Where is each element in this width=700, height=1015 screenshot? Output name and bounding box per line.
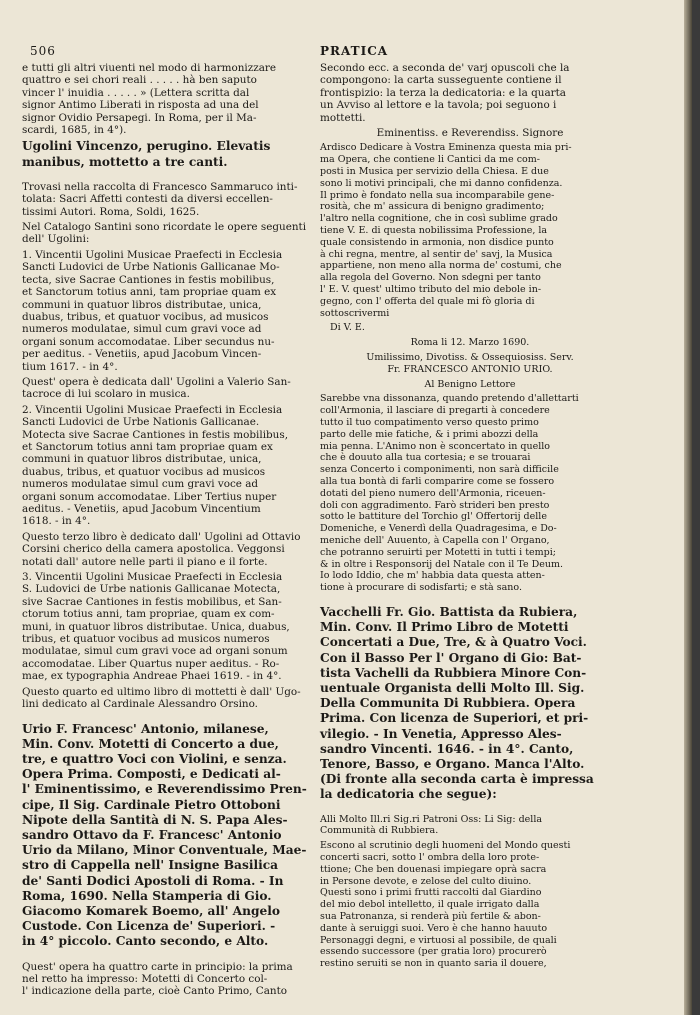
text-block: 2. Vincentii Ugolini Musicae Praefecti in Ecclesia Sancti Ludovici de Urbe Nationis Gallicanae. Motecta sive Sacrae Cantiones in festis mobilibus, et Sanctorum totius anni tam propriae quam ex communi in quatuor libros distributae, unica, duabus, tribus, et quatuor vocibus ad musicos numeros modulatae simul cum gravi voce ad organi sonum accomodatae. Liber Tertius nuper aeditus. - Venetiis, apud Jacobum Vincentium 1618. - in 4°.: [22, 403, 288, 528]
text-block: Quest' opera è dedicata dall' Ugolini a Valerio San- tacroce di lui scolaro in musica.: [22, 375, 291, 401]
text-block: Sarebbe vna dissonanza, quando pretendo d'allettarti coll'Armonia, il lasciare di pregarti à concedere tutto il tuo compatimento verso questo primo parto delle mie fatiche, & i primi abozzi della mia penna. L'Animo non è sconcertato in quello che è douuto alla tua cortesia; e se trouarai senza Concerto i componimenti, non sarà difficile alla tua bontà di farli comparire come se fossero dotati del pieno numero dell'Armonia, riceuen- doli con aggradimento. Farò strideri ben presto sotto le battiture del Torchio gl' Offertorij delle Domeniche, e Venerdì della Quadragesima, e Do- meniche dell' Auuento, à Capella con l' Organo, che potranno seruirti per Motetti in tutti i tempi; & in oltre i Responsorij del Natale con il Te Deum. Io lodo Iddio, che m' habbia data questa atten- tione à procurare di sodisfarti; e stà sano.: [320, 393, 579, 594]
text-block: Questo quarto ed ultimo libro di mottetti è dall' Ugo- lini dedicato al Cardinale Alessandro Orsino.: [22, 685, 301, 711]
left-column: [22, 62, 318, 1001]
running-title: PRATICA: [320, 44, 389, 58]
entry-heading: Ugolini Vincenzo, perugino. Elevatis manibus, mottetto a tre canti.: [22, 139, 271, 169]
text-block: Umilissimo, Divotiss. & Ossequiosiss. Serv. Fr. FRANCESCO ANTONIO URIO.: [366, 351, 574, 375]
text-block: e tutti gli altri viuenti nel modo di harmonizzare quattro e sei chori reali . . . . . hà ben saputo vincer l' inuidia . . . . . » (Lettera scritta dal signor Antimo Liberati in risposta ad una del signor Ovidio Persapegi. In Roma, per il Ma- scardi, 1685, in 4°).: [22, 62, 277, 137]
entry-heading: Vacchelli Fr. Gio. Battista da Rubiera, Min. Conv. Il Primo Libro de Motetti Concertati a Due, Tre, & à Quatro Voci. Con il Basso Per l' Organo di Gio: Bat- tista Vachelli da Rubbiera Minore Con- uentuale Organista delli Molto Ill. Sig. Della Communita Di Rubbiera. Opera Prima. Con licenza de Superiori, et pri- vilegio. - In Venetia, Appresso Ales- sandro Vincenti. 1646. - in 4°. Canto, Tenore, Basso, e Organo. Manca l'Alto. (Di fronte alla seconda carta è impressa la dedicatoria che segue):: [320, 604, 594, 802]
text-block: 3. Vincentii Ugolini Musicae Praefecti in Ecclesia S. Ludovici de Urbe nationis Gallicanae Motecta, sive Sacrae Cantiones in festis mobilibus, et San- ctorum totius anni, tam propriae, quam ex com- muni, in quatuor libros distributae. Unica, duabus, tribus, et quatuor vocibus ad musicos numeros modulatae, simul cum gravi voce ad organi sonum accomodatae. Liber Quartus nuper aeditus. - Ro- mae, ex typographia Andreae Phaei 1619. - in 4°.: [22, 571, 290, 683]
text-block: Ardisco Dedicare à Vostra Eminenza questa mia pri- ma Opera, che contiene li Cantici da me com- posti in Musica per servizio della Chiesa. E due sono li motivi principali, che mi danno confidenza. Il primo è fondato nella sua incomparabile gene- rosità, che m' assicura di benigno gradimento; l'altro nella cognitione, che in così sublime grado tiene V. E. di questa nobilissima Professione, la quale consistendo in armonia, non disdice punto à chi regna, mentre, al sentir de' savj, la Musica appartiene, non meno alla norma de' costumi, che alla regola del Governo. Non sdegni per tanto l' E. V. quest' ultimo tributo del mio debole in- gegno, con l' offerta del quale mi fò gloria di sottoscrivermi: [320, 142, 572, 319]
text-block: Secondo ecc. a seconda de' varj opuscoli che la compongono: la carta susseguente contiene il frontispizio: la terza la dedicatoria: e la quarta un Avviso al lettore e la tavola; poi seguono i mottetti.: [320, 62, 570, 124]
text-block: Eminentiss. e Reverendiss. Signore: [376, 127, 564, 140]
page-number: 506: [30, 44, 56, 58]
text-block: Quest' opera ha quattro carte in principio: la prima nel retto ha impresso: Motetti di Concerto col- l' indicazione della parte, cioè Canto Primo, Canto: [22, 960, 293, 998]
text-block: Alli Molto Ill.ri Sig.ri Patroni Oss: Li Sig: della Communità di Rubbiera.: [320, 813, 543, 837]
text-block: Al Benigno Lettore: [424, 378, 516, 390]
entry-heading: Urio F. Francesc' Antonio, milanese, Min. Conv. Motetti di Concerto a due, tre, e quattro Voci con Violini, e senza. Opera Prima. Composti, e Dedicati al- l' Eminentissimo, e Reverendissimo Pren- cipe, Il Sig. Cardinale Pietro Ottoboni Nipote della Santità di N. S. Papa Ales- sandro Ottavo da F. Francesc' Antonio Urio da Milano, Minor Conventuale, Mae- stro di Cappella nell' Insigne Basilica de' Santi Dodici Apostoli di Roma. - In Roma, 1690. Nella Stamperia di Gio. Giacomo Komarek Boemo, all' Angelo Custode. Con Licenza de' Superiori. - in 4° piccolo. Canto secondo, e Alto.: [22, 721, 307, 949]
right-column: [320, 62, 620, 973]
text-block: Roma li 12. Marzo 1690.: [410, 337, 530, 349]
text-block: Questo terzo libro è dedicato dall' Ugolini ad Ottavio Corsini cherico della camera apostolica. Veggonsi notati dall' autore nelle parti il piano e il forte.: [22, 530, 301, 568]
text-block: Escono al scrutinio degli huomeni del Mondo questi concerti sacri, sotto l' ombra della loro prote- ttione; Che ben douenasi impiegare oprà sacra in Persone devote, e zelose del culto diuino. Questi sono i primi frutti raccolti dal Giardino del mio debol intelletto, il quale irrigato dalla sua Patronanza, si renderà più fertile & abon- dante à seruiggi suoi. Vero è che hanno hauuto Personaggi degni, e virtuosi al possibile, de quali essendo successore (per gratia loro) procurerò restino seruiti se non in quanto saria il douere,: [320, 840, 571, 970]
page-gutter-shadow: [684, 0, 692, 1015]
text-block: 1. Vincentii Ugolini Musicae Praefecti in Ecclesia Sancti Ludovici de Urbe Nationis Gallicanae Mo- tecta, sive Sacrae Cantiones in festis mobilibus, et Sanctorum totius anni, tam propriae quam ex communi in quatuor libros distributae, unica, duabus, tribus, et quatuor vocibus, ad musicos numeros modulatae, simul cum gravi voce ad organi sonum accomodatae. Liber secundus nu- per aeditus. - Venetiis, apud Jacobum Vincen- tium 1617. - in 4°.: [22, 248, 283, 373]
text-block: Trovasi nella raccolta di Francesco Sammaruco inti- tolata: Sacri Affetti contesti da diversi eccellen- tissimi Autori. Roma, Soldi, 1625.: [22, 180, 298, 218]
text-block: Nel Catalogo Santini sono ricordate le opere seguenti dell' Ugolini:: [22, 221, 307, 246]
text-block: Di V. E.: [330, 322, 365, 334]
